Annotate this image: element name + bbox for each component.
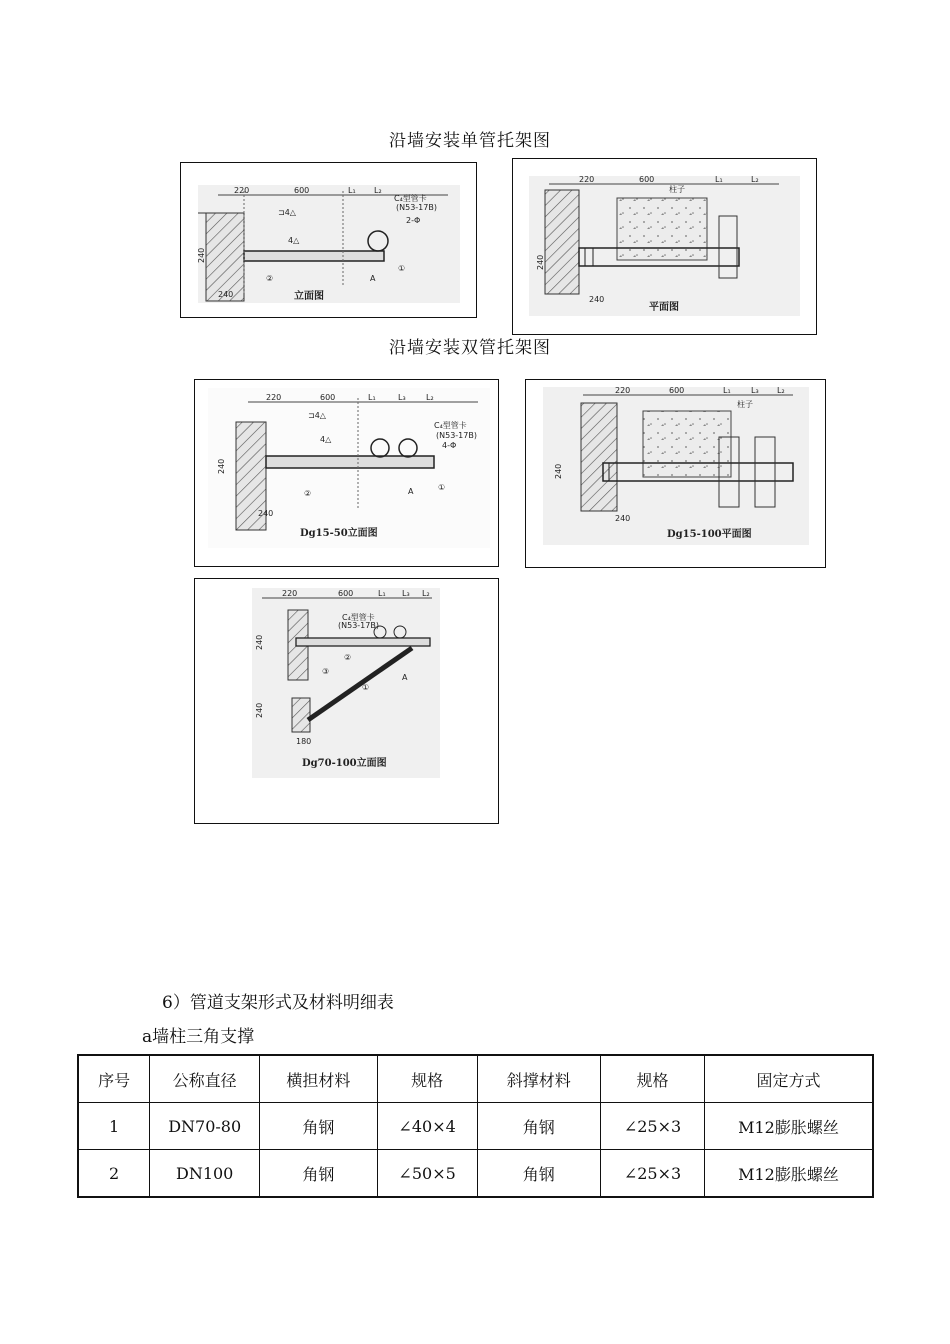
single-elevation-drawing [198,185,460,303]
double-elevation-drawing [208,388,490,548]
weld-note-2: 4△ [288,236,300,245]
bolt-note: 4-Φ [442,441,457,450]
dim-l2: L₂ [374,186,382,195]
circle-1: ① [362,683,370,692]
drawing-title: Dg70-100立面图 [302,758,387,769]
dim-240-h: 240 [217,458,226,474]
table-header-row [78,1055,873,1103]
dim-240-h1: 240 [255,634,264,650]
table-cell: DN100 [150,1150,260,1198]
table-cell: M12膨胀螺丝 [704,1103,873,1150]
figure-single-plan [512,158,817,335]
figure-double-elevation [194,379,499,567]
dim-l1: L₁ [715,175,723,184]
dim-l2: L₂ [426,393,434,402]
circle-3: ③ [322,667,330,676]
mark-a: A [370,274,376,283]
circle-2: ② [266,274,274,283]
dim-240-w: 240 [218,290,234,299]
header-cell: 规格 [601,1055,705,1103]
single-plan-drawing [529,176,800,316]
table-row [78,1150,873,1198]
drawing-title: 立面图 [294,291,324,302]
caption-single-pipe: 沿墙安装单管托架图 [389,131,551,151]
dim-220: 220 [266,393,282,402]
drawing-title: 平面图 [649,302,679,313]
dim-l1: L₁ [348,186,356,195]
dim-220: 220 [234,186,250,195]
table-cell: ∠40×4 [377,1103,477,1150]
section-heading: 6）管道支架形式及材料明细表 [162,993,394,1013]
mark-a: A [408,487,414,496]
dim-240-h: 240 [197,247,206,263]
dim-l3: L₃ [751,386,759,395]
brace-elevation-drawing [252,588,440,778]
table-cell: ∠25×3 [601,1150,705,1198]
dim-l1: L₁ [368,393,376,402]
figure-double-plan [525,379,826,568]
section-subheading: a墙柱三角支撑 [142,1027,255,1047]
dim-600: 600 [338,589,354,598]
table-cell: 角钢 [260,1150,378,1198]
header-cell: 规格 [377,1055,477,1103]
circle-2: ② [304,489,312,498]
header-cell: 固定方式 [704,1055,873,1103]
table-cell: 1 [78,1103,150,1150]
part-ref: (N53-17B) [396,203,437,212]
table-cell: DN70-80 [150,1103,260,1150]
weld-note: ⊐4△ [278,208,296,217]
dim-600: 600 [639,175,655,184]
part-ref: (N53-17B) [436,431,477,440]
header-cell: 序号 [78,1055,150,1103]
dim-180: 180 [296,737,312,746]
drawing-title: Dg15-100平面图 [667,529,752,540]
dim-l1: L₁ [378,589,386,598]
table-cell: 角钢 [260,1103,378,1150]
column-label: 柱子 [669,185,685,194]
dim-600: 600 [320,393,336,402]
bolt-note: 2-Φ [406,216,421,225]
part-ref: (N53-17B) [338,621,379,630]
dim-l2: L₂ [751,175,759,184]
header-cell: 斜撑材料 [477,1055,601,1103]
dim-240-w: 240 [258,509,274,518]
table-cell: 2 [78,1150,150,1198]
weld-note: ⊐4△ [308,411,326,420]
double-plan-drawing [543,387,809,545]
dim-600: 600 [294,186,310,195]
dim-240-w: 240 [615,514,631,523]
table-cell: 角钢 [477,1150,601,1198]
dim-l3: L₃ [402,589,410,598]
dim-240-w: 240 [589,295,605,304]
table-cell: ∠25×3 [601,1103,705,1150]
dim-600: 600 [669,386,685,395]
dim-220: 220 [615,386,631,395]
dim-240-h: 240 [554,463,563,479]
dim-220: 220 [282,589,298,598]
circle-2: ② [344,653,352,662]
figure-single-elevation [180,162,477,318]
table-cell: M12膨胀螺丝 [704,1150,873,1198]
circle-1: ① [438,483,446,492]
table-cell: 角钢 [477,1103,601,1150]
dim-l3: L₃ [398,393,406,402]
dim-l2: L₂ [422,589,430,598]
header-cell: 公称直径 [150,1055,260,1103]
column-label: 柱子 [737,400,753,409]
table-cell: ∠50×5 [377,1150,477,1198]
material-table [77,1054,874,1198]
weld-note-2: 4△ [320,435,332,444]
dim-240-h2: 240 [255,702,264,718]
mark-a: A [402,673,408,682]
caption-double-pipe: 沿墙安装双管托架图 [389,338,551,358]
dim-240-h: 240 [536,254,545,270]
drawing-title: Dg15-50立面图 [300,528,378,539]
dim-l1: L₁ [723,386,731,395]
dim-220: 220 [579,175,595,184]
table-row [78,1103,873,1150]
header-cell: 横担材料 [260,1055,378,1103]
part-label: C₄型管卡 [394,194,427,203]
part-label: C₄型管卡 [434,421,467,430]
part-label: C₄型管卡 [342,613,375,622]
figure-brace-elevation [194,578,499,824]
dim-l2: L₂ [777,386,785,395]
circle-1: ① [398,264,406,273]
